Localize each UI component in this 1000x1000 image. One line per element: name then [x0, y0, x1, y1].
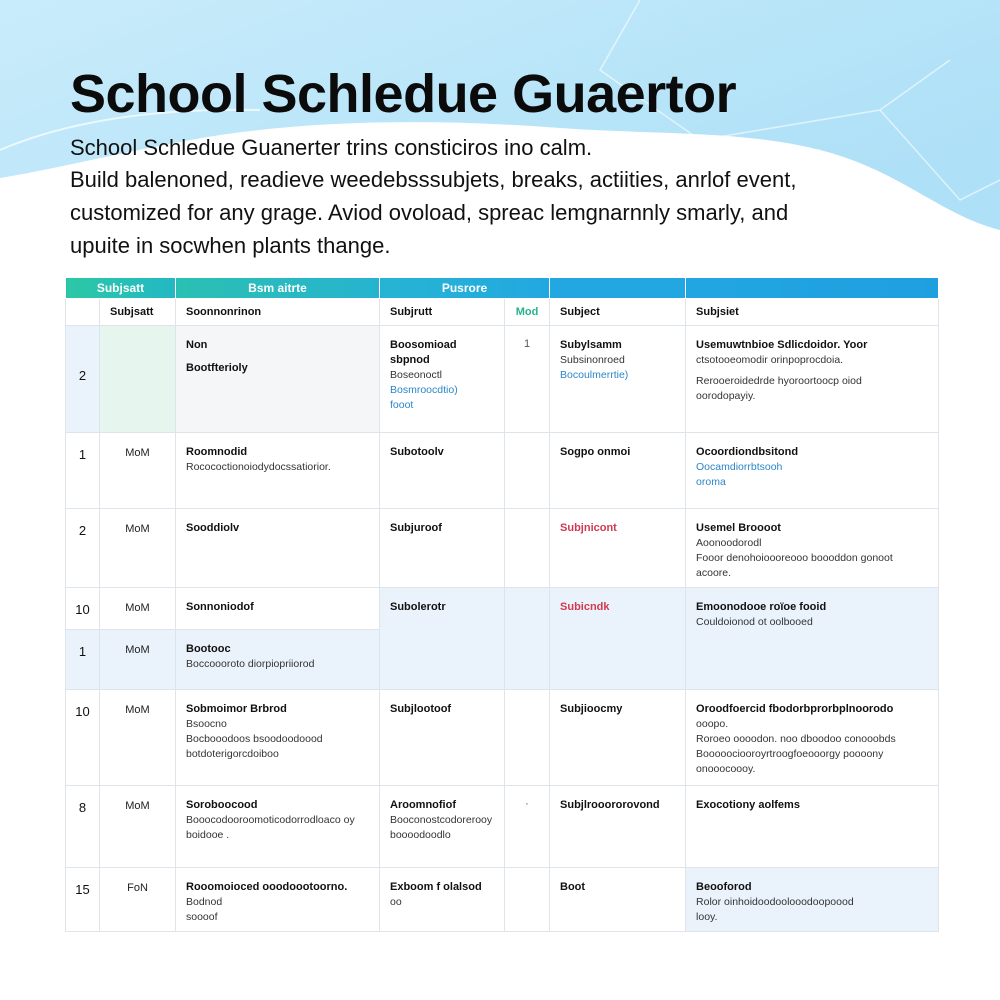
mod-cell: · [505, 786, 550, 868]
column-header[interactable]: Subjsatt [100, 299, 176, 326]
cell-text: botdoterigorcdoiboo [186, 748, 279, 760]
table-row[interactable] [66, 509, 939, 588]
row-day: MoM [100, 630, 176, 690]
cell-text: soooof [186, 911, 218, 923]
cell-text: ctsotooeomodir orinpoprocdoia. [696, 354, 844, 366]
column-header-mod[interactable]: Mod [505, 299, 550, 326]
cell-text: Booconostcodorerooy [390, 814, 493, 826]
schedule-cell[interactable] [176, 588, 380, 630]
cell-text: Fooor denohoioooreooo boooddon gonoot [696, 552, 893, 564]
mod-cell [505, 690, 550, 786]
column-header[interactable]: Subject [550, 299, 686, 326]
table-band-row [66, 278, 939, 299]
cell-title: Subylsamm [560, 339, 622, 351]
description-line: customized for any grage. Aviod ovoload, spreac lemgnarnnly smarly, and [70, 200, 789, 225]
cell-link[interactable]: Bosmroocdtio) [390, 384, 458, 396]
row-day [100, 326, 176, 433]
column-header[interactable] [66, 299, 100, 326]
cell-title: Boot [560, 881, 586, 893]
cell-title: Boosomioad sbpnod [390, 339, 457, 366]
cell-text: Booocodooroomoticodorrodloaco oy [186, 814, 355, 826]
cell-title: Subjlootoof [390, 703, 452, 715]
schedule-cell[interactable] [380, 433, 505, 509]
subject-highlight: Subjnicont [560, 522, 617, 534]
description-line: upuite in socwhen plants thange. [70, 233, 391, 258]
cell-text: boidooe . [186, 829, 230, 841]
cell-title: Rooomoioced ooodoootoorno. [186, 881, 348, 893]
schedule-cell[interactable] [550, 326, 686, 433]
cell-text: Bodnod [186, 896, 223, 908]
schedule-cell[interactable] [380, 868, 505, 932]
row-number: 10 [66, 690, 100, 786]
cell-title: Soroboocood [186, 799, 258, 811]
cell-text: Boccoooroto diorpiopriiorod [186, 658, 315, 670]
table-row[interactable] [66, 868, 939, 932]
mod-cell [505, 509, 550, 588]
description-line: Build balenoned, readieve weedebsssubjets, breaks, actiities, anrlof event, [70, 167, 797, 192]
schedule-cell[interactable] [686, 690, 939, 786]
cell-title: Sogpo onmoi [560, 446, 631, 458]
cell-title: Ocoordiondbsitond [696, 446, 799, 458]
cell-title: Non [186, 339, 208, 351]
table-header-row [66, 299, 939, 326]
cell-text: Roroeo oooodon. noo dboodoo conooobds [696, 733, 896, 745]
row-day: MoM [100, 433, 176, 509]
band-header[interactable] [550, 278, 686, 299]
cell-text: oorodopayiy. [696, 390, 756, 402]
cell-link[interactable]: Oocamdiorrbtsooh [696, 461, 783, 473]
cell-text: looy. [696, 911, 718, 923]
schedule-cell[interactable] [686, 786, 939, 868]
cell-text: oo [390, 896, 402, 908]
schedule-cell[interactable] [380, 588, 505, 690]
schedule-cell[interactable] [176, 630, 380, 690]
cell-title: Subjlrooororovond [560, 799, 660, 811]
cell-text: Subsinonroed [560, 354, 625, 366]
row-day: MoM [100, 690, 176, 786]
cell-title: Roomnodid [186, 446, 248, 458]
schedule-cell[interactable] [686, 326, 939, 433]
schedule-cell[interactable] [686, 588, 939, 690]
schedule-cell[interactable] [550, 433, 686, 509]
cell-text: Couldoionod ot oolbooed [696, 616, 813, 628]
schedule-cell[interactable] [550, 588, 686, 690]
cell-text: Bocbooodoos bsoodoodoood [186, 733, 323, 745]
cell-link[interactable]: fooot [390, 399, 414, 411]
cell-title: Subolerotr [390, 601, 446, 613]
cell-text: Bsoocno [186, 718, 227, 730]
schedule-cell[interactable] [686, 433, 939, 509]
cell-title: Bootfterioly [186, 362, 248, 374]
schedule-cell[interactable] [686, 509, 939, 588]
cell-title: Subjuroof [390, 522, 442, 534]
row-number: 2 [66, 509, 100, 588]
row-number: 1 [66, 630, 100, 690]
cell-title: Sonnoniodof [186, 601, 254, 613]
cell-link[interactable]: Bocoulmerrtie) [560, 369, 629, 381]
schedule-cell[interactable] [550, 868, 686, 932]
row-number: 1 [66, 433, 100, 509]
page-description [70, 163, 940, 262]
schedule-cell[interactable] [686, 868, 939, 932]
cell-text: acoore. [696, 567, 732, 579]
mod-cell [505, 588, 550, 690]
schedule-cell[interactable] [550, 509, 686, 588]
cell-text: Booooociooroyrtroogfoeooorgy poooony [696, 748, 884, 760]
row-number: 10 [66, 588, 100, 630]
cell-title: Sobmoimor Brbrod [186, 703, 287, 715]
column-header[interactable]: Subjsiet [686, 299, 939, 326]
cell-title: Exocotiony aolfems [696, 799, 800, 811]
mod-cell: 1 [505, 326, 550, 433]
cell-text: Rerooeroidedrde hyoroortoocp oiod [696, 375, 862, 387]
cell-title: Bootooc [186, 643, 231, 655]
cell-title: Usemuwtnbioe Sdlicdoidor. Yoor [696, 339, 868, 351]
cell-title: Subjioocmy [560, 703, 623, 715]
schedule-cell[interactable] [550, 690, 686, 786]
cell-text: Aoonoodorodl [696, 537, 762, 549]
band-header[interactable]: Bsm aitrte [176, 278, 380, 299]
cell-text: Rolor oinhoidoodoolooodoopoood [696, 896, 854, 908]
cell-title: Emoonodooe roïoe fooid [696, 601, 827, 613]
mod-cell [505, 868, 550, 932]
table-row[interactable] [66, 326, 939, 433]
cell-link[interactable]: oroma [696, 476, 726, 488]
schedule-cell[interactable] [176, 433, 380, 509]
cell-text: Boseonoctl [390, 369, 442, 381]
schedule-cell[interactable] [176, 509, 380, 588]
cell-title: Exboom f olalsod [390, 881, 482, 893]
table-row[interactable] [66, 588, 939, 630]
column-header[interactable]: Subjrutt [380, 299, 505, 326]
row-day: MoM [100, 588, 176, 630]
schedule-cell[interactable] [176, 690, 380, 786]
table-row[interactable] [66, 433, 939, 509]
subject-highlight: Subicndk [560, 601, 610, 613]
cell-title: Usemel Broooot [696, 522, 781, 534]
row-number: 15 [66, 868, 100, 932]
page-tagline: School Schledue Guanerter trins consticiros ino calm. [70, 135, 593, 160]
cell-title: Oroodfoercid fbodorbprorbplnoorodo [696, 703, 894, 715]
cell-title: Aroomnofiof [390, 799, 456, 811]
cell-text: onooocoooy. [696, 763, 756, 775]
schedule-cell[interactable] [176, 786, 380, 868]
cell-title: Subotoolv [390, 446, 444, 458]
page-title: School Schledue Guaertor [70, 64, 737, 124]
cell-text: ooopo. [696, 718, 729, 730]
row-number: 2 [66, 326, 100, 433]
cell-text: Rocococtionoiodydocssatiorior. [186, 461, 331, 473]
schedule-cell[interactable] [176, 326, 380, 433]
column-header[interactable]: Soonnonrinon [176, 299, 380, 326]
band-header[interactable]: Pusrore [380, 278, 550, 299]
table-row[interactable] [66, 690, 939, 786]
band-header[interactable] [686, 278, 939, 299]
schedule-cell[interactable] [380, 326, 505, 433]
row-day: MoM [100, 786, 176, 868]
schedule-cell[interactable] [380, 786, 505, 868]
schedule-cell[interactable] [380, 690, 505, 786]
cell-title: Sooddiolv [186, 522, 240, 534]
cell-title: Beooforod [696, 881, 752, 893]
table-row[interactable] [66, 786, 939, 868]
mod-cell [505, 433, 550, 509]
row-day: FoN [100, 868, 176, 932]
hero-section [70, 62, 940, 262]
cell-text: boooodoodlo [390, 829, 451, 841]
row-number: 8 [66, 786, 100, 868]
schedule-cell[interactable] [380, 509, 505, 588]
band-header[interactable]: Subjsatt [66, 278, 176, 299]
row-day: MoM [100, 509, 176, 588]
schedule-table-container [65, 277, 938, 932]
schedule-table [65, 277, 939, 932]
schedule-cell[interactable] [176, 868, 380, 932]
schedule-cell[interactable] [550, 786, 686, 868]
